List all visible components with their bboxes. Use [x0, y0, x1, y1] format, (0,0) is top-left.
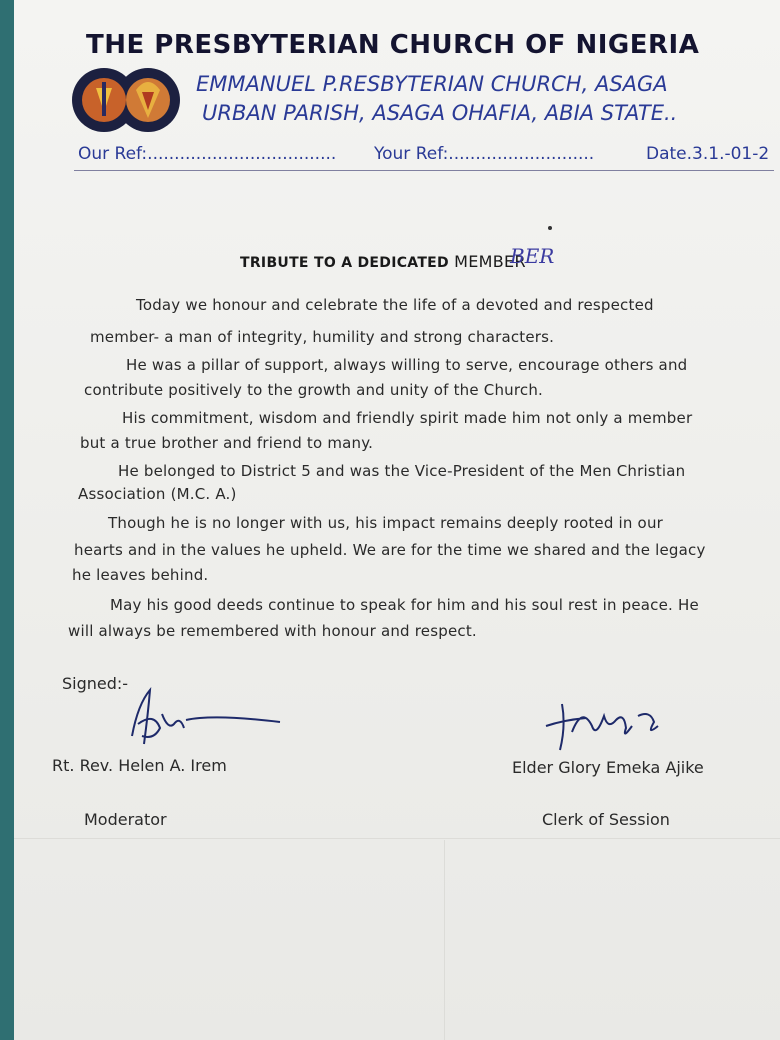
date-field: Date.3.1.-01-2 — [646, 144, 770, 164]
heading-word: MEMBER — [454, 252, 526, 271]
your-ref: Your Ref:........................... — [374, 144, 595, 164]
body-line: He belonged to District 5 and was the Vice-President of the Men Christian — [118, 462, 686, 480]
clerk-title: Clerk of Session — [542, 810, 670, 829]
our-ref: Our Ref:................................... — [78, 144, 337, 164]
body-line: contribute positively to the growth and unity of the Church. — [84, 381, 544, 399]
letter-page — [14, 0, 780, 1040]
body-line: Today we honour and celebrate the life of a devoted and respected — [136, 296, 654, 314]
body-line: he leaves behind. — [72, 566, 209, 584]
body-line: Association (M.C. A.) — [78, 485, 237, 503]
moderator-signature-icon — [124, 684, 294, 754]
parish-address: URBAN PARISH, ASAGA OHAFIA, ABIA STATE.. — [202, 101, 678, 125]
body-line: will always be remembered with honour and respect. — [68, 622, 477, 640]
body-line: member- a man of integrity, humility and strong characters. — [90, 328, 555, 346]
body-line: He was a pillar of support, always willing to serve, encourage others and — [126, 356, 688, 374]
tribute-body — [14, 0, 780, 700]
fold-crease-vertical — [444, 840, 445, 1040]
body-line: but a true brother and friend to many. — [80, 434, 374, 452]
body-line: His commitment, wisdom and friendly spirit made him not only a member — [122, 409, 693, 427]
fold-crease-horizontal — [14, 838, 780, 839]
moderator-title: Moderator — [84, 810, 167, 829]
church-name: EMMANUEL P.RESBYTERIAN CHURCH, ASAGA — [196, 72, 668, 96]
clerk-signature-icon — [542, 696, 682, 756]
moderator-name: Rt. Rev. Helen A. Irem — [52, 756, 227, 775]
body-line: Though he is no longer with us, his impact remains deeply rooted in our — [108, 514, 664, 532]
body-line: hearts and in the values he upheld. We are for the time we shared and the legacy — [74, 541, 706, 559]
signed-label: Signed:- — [62, 674, 129, 693]
clerk-name: Elder Glory Emeka Ajike — [512, 758, 704, 777]
heading-printed: TRIBUTE TO A DEDICATED — [240, 255, 455, 271]
church-title: THE PRESBYTERIAN CHURCH OF NIGERIA — [86, 30, 700, 60]
handwritten-correction: BER — [510, 244, 555, 268]
body-line: May his good deeds continue to speak for him and his soul rest in peace. He — [110, 596, 699, 614]
